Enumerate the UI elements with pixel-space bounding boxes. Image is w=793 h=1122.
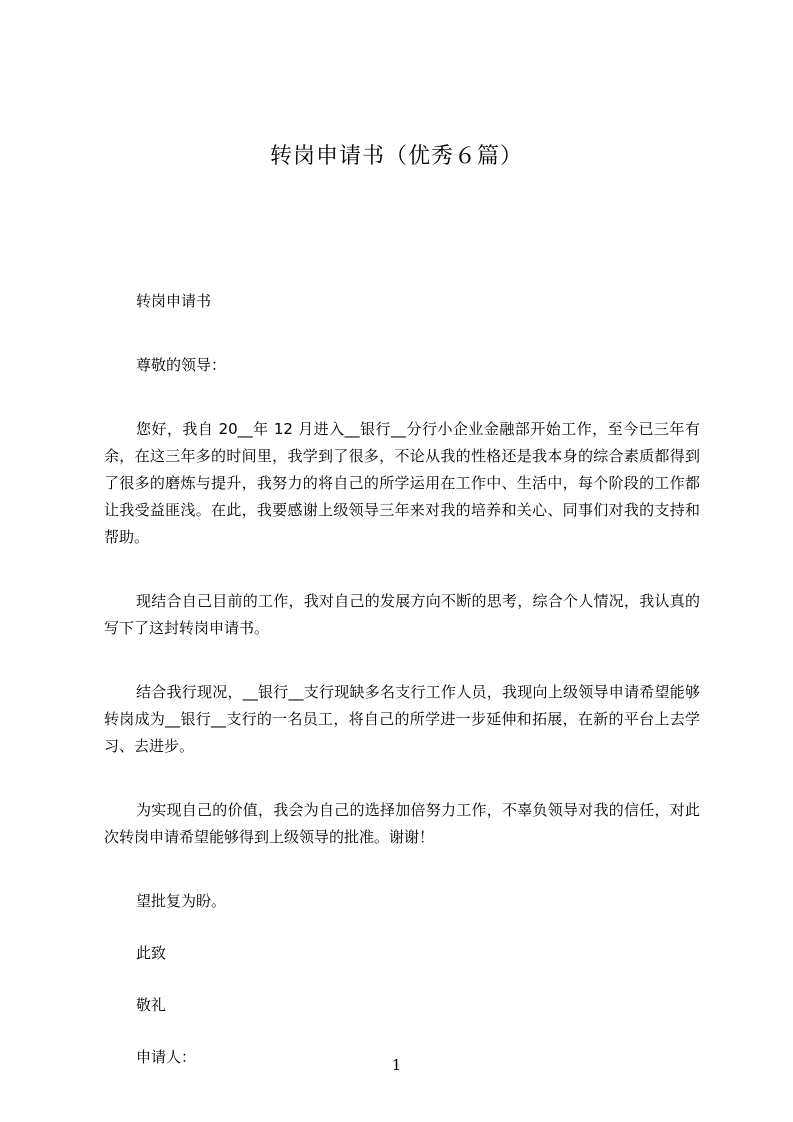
body-paragraph: 结合我行现况，__银行__支行现缺多名支行工作人员，我现向上级领导申请希望能够转岗成为__银行__支行的一名员工，将自己的所学进一步延伸和拓展，在新的平台上去学习、去进步。	[104, 683, 700, 755]
closing-request: 望批复为盼。	[136, 892, 227, 910]
document-body	[104, 288, 700, 1096]
heading-line: 转岗申请书	[136, 292, 212, 310]
closing-jingli: 敬礼	[136, 996, 167, 1014]
closing-cizhi: 此致	[136, 944, 167, 962]
applicant-label: 申请人：	[136, 1048, 197, 1066]
body-paragraph: 您好，我自 20__年 12 月进入__银行__分行小企业金融部开始工作，至今已三年有余，在这三年多的时间里，我学到了很多，不论从我的性格还是我本身的综合素质都得到了很多的磨炼与提升，我努力的将自己的所学运用在工作中、生活中，每个阶段的工作都让我受益匪浅。在此，我要感谢上级领导三年来对我的培养和关心、同事们对我的支持和帮助。	[104, 420, 700, 546]
salutation: 尊敬的领导：	[136, 356, 227, 374]
page-number: 1	[391, 1056, 402, 1074]
body-paragraph: 现结合自己目前的工作，我对自己的发展方向不断的思考，综合个人情况，我认真的写下了这封转岗申请书。	[104, 592, 700, 637]
document-title: 转岗申请书（优秀６篇）	[269, 144, 523, 169]
body-paragraph: 为实现自己的价值，我会为自己的选择加倍努力工作，不辜负领导对我的信任，对此次转岗申请希望能够得到上级领导的批准。谢谢！	[104, 801, 700, 846]
